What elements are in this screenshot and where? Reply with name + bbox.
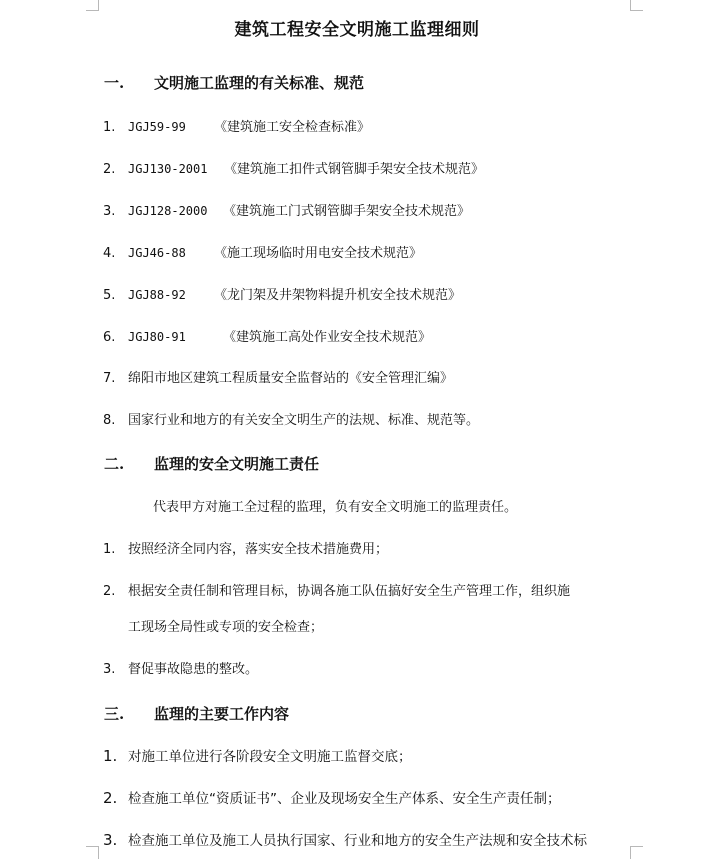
list-item xyxy=(103,830,587,851)
section-number: 三. xyxy=(104,705,125,723)
item-number: 1. xyxy=(103,747,118,765)
item-number: 2. xyxy=(103,584,116,599)
list-item xyxy=(103,243,422,264)
item-number: 3. xyxy=(103,662,116,677)
item-text: 检查施工单位“资质证书”、企业及现场安全生产体系、安全生产责任制； xyxy=(128,791,561,807)
list-item xyxy=(103,746,412,767)
item-number: 3. xyxy=(103,204,116,219)
section-number: 二. xyxy=(104,455,125,473)
list-item xyxy=(103,411,479,431)
item-number: 2. xyxy=(103,789,118,807)
standard-code: JGJ80-91 xyxy=(128,330,186,344)
list-item xyxy=(103,369,453,389)
section-title: 监理的安全文明施工责任 xyxy=(154,455,320,473)
page-corner-mark xyxy=(630,0,643,11)
item-text: 检查施工单位及施工人员执行国家、行业和地方的安全生产法规和安全技术标 xyxy=(128,833,587,849)
item-number: 8. xyxy=(103,413,116,428)
list-item xyxy=(103,201,470,222)
item-number: 7. xyxy=(103,371,116,386)
section-heading-1 xyxy=(104,72,364,93)
item-number: 1. xyxy=(103,120,116,135)
standard-code: JGJ130-2001 xyxy=(128,162,208,176)
page-corner-mark xyxy=(86,846,99,859)
item-number: 4. xyxy=(103,246,116,261)
standard-code: JGJ128-2000 xyxy=(128,204,208,218)
standard-code: JGJ59-99 xyxy=(128,120,186,134)
item-text: 《建筑施工高处作业安全技术规范》 xyxy=(223,330,432,345)
list-item xyxy=(103,540,388,560)
page-corner-mark xyxy=(630,846,643,859)
item-text: 对施工单位进行各阶段安全文明施工监督交底； xyxy=(128,749,412,765)
item-number: 6. xyxy=(103,330,116,345)
list-item xyxy=(103,327,431,348)
list-item xyxy=(103,582,570,602)
item-number: 1. xyxy=(103,542,116,557)
list-item xyxy=(103,159,484,180)
document-title: 建筑工程安全文明施工监理细则 xyxy=(234,20,480,40)
item-number: 3. xyxy=(103,831,118,849)
item-text: 《建筑施工扣件式钢管脚手架安全技术规范》 xyxy=(224,162,485,177)
list-item xyxy=(103,788,561,809)
page-corner-mark xyxy=(86,0,99,11)
item-number: 5. xyxy=(103,288,116,303)
section-title: 文明施工监理的有关标准、规范 xyxy=(154,74,365,92)
item-text: 《建筑施工安全检查标准》 xyxy=(214,120,371,135)
item-text: 按照经济全同内容，落实安全技术措施费用； xyxy=(128,542,389,557)
item-text: 督促事故隐患的整改。 xyxy=(128,662,259,677)
section-heading-3 xyxy=(104,703,289,724)
item-number: 2. xyxy=(103,162,116,177)
standard-code: JGJ88-92 xyxy=(128,288,186,302)
standard-code: JGJ46-88 xyxy=(128,246,186,260)
list-item xyxy=(103,660,258,680)
item-text-continuation: 工现场全局性或专项的安全检查； xyxy=(128,620,324,635)
item-text: 根据安全责任制和管理目标，协调各施工队伍搞好安全生产管理工作，组织施 xyxy=(128,584,571,599)
list-item xyxy=(103,117,370,138)
list-item xyxy=(103,285,461,306)
section-heading-2 xyxy=(104,453,319,474)
section-number: 一. xyxy=(104,74,125,92)
item-text: 国家行业和地方的有关安全文明生产的法规、标准、规范等。 xyxy=(128,413,480,428)
item-text: 绵阳市地区建筑工程质量安全监督站的《安全管理汇编》 xyxy=(128,371,454,386)
section-title: 监理的主要工作内容 xyxy=(154,705,290,723)
item-text: 《建筑施工门式钢管脚手架安全技术规范》 xyxy=(223,204,471,219)
section-intro: 代表甲方对施工全过程的监理，负有安全文明施工的监理责任。 xyxy=(153,500,518,515)
item-text: 《龙门架及井架物料提升机安全技术规范》 xyxy=(214,288,462,303)
item-text: 《施工现场临时用电安全技术规范》 xyxy=(214,246,423,261)
